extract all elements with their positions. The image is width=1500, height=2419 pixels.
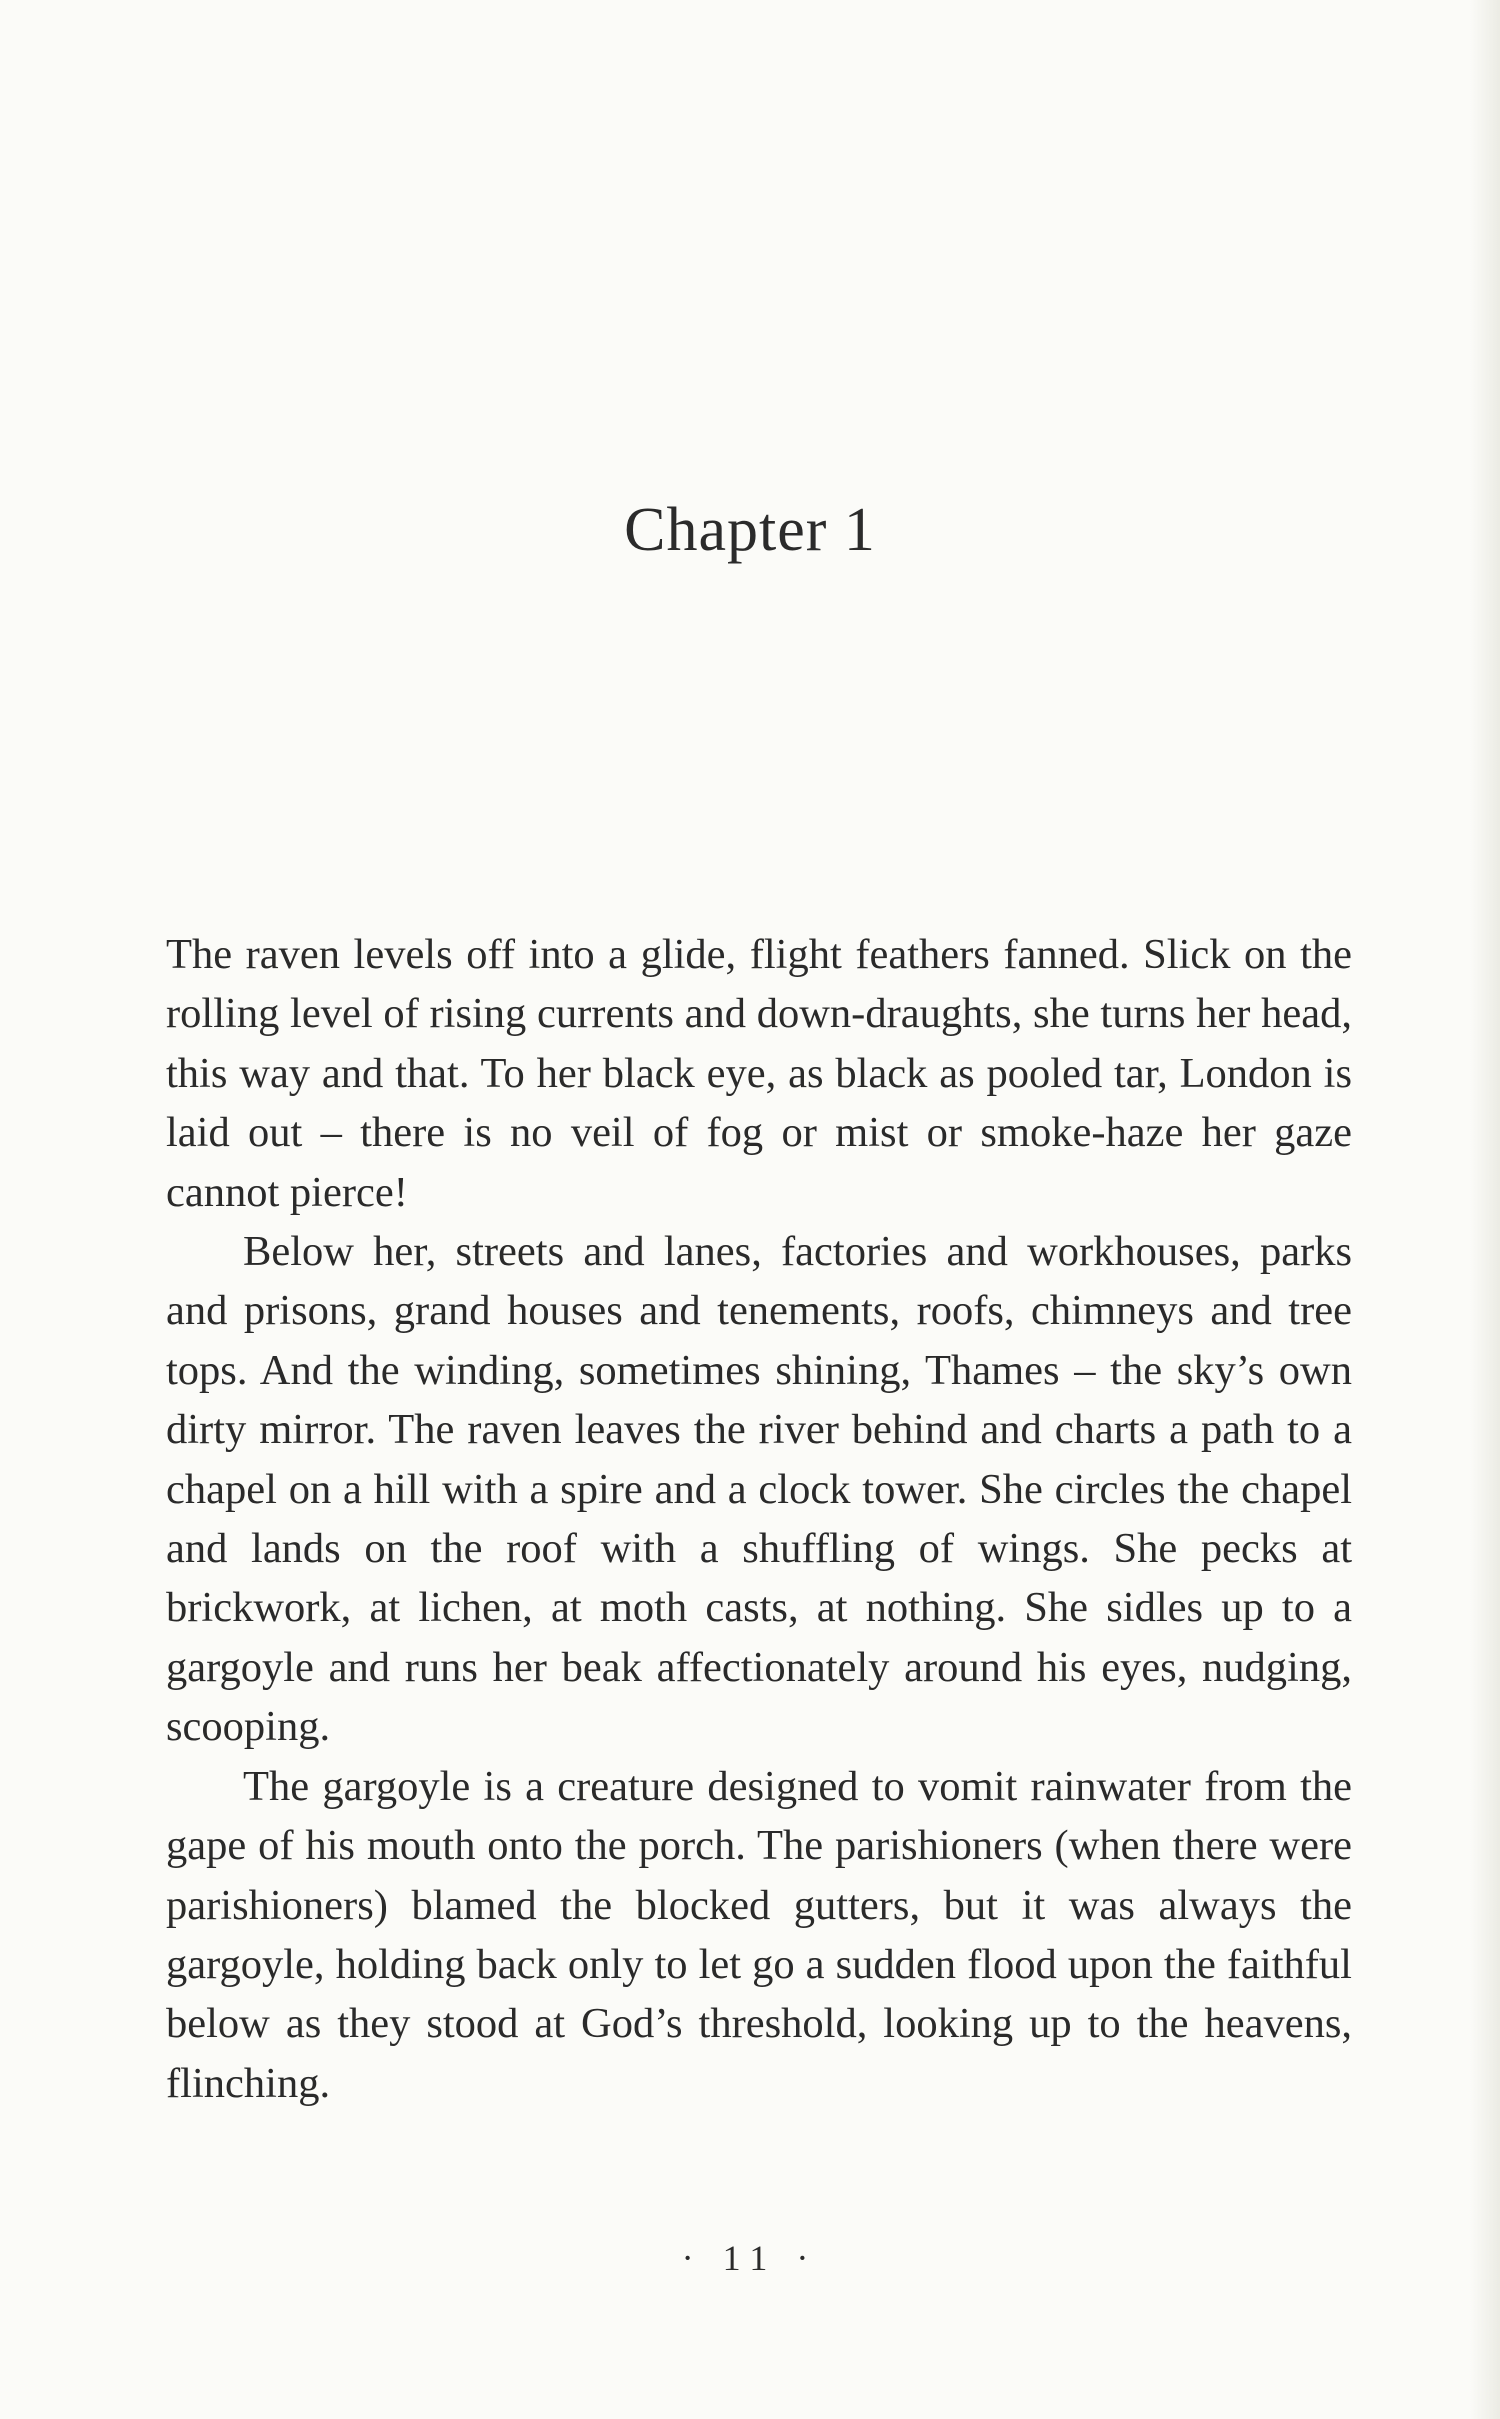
paragraph-1: The raven levels off into a glide, flight feathers fanned. Slick on the rolling level of rising currents and down-draughts, she turns her head, this way and that. To her black eye, as black as pooled tar, London is laid out – there is no veil of fog or mist or smoke-haze her gaze cannot pierce! xyxy=(166,931,1352,1216)
chapter-body xyxy=(166,925,1352,2113)
page-edge-shadow xyxy=(1470,0,1500,2419)
paragraph-2: Below her, streets and lanes, factories and workhouses, parks and prisons, grand houses and tenements, roofs, chimneys and tree tops. And the winding, sometimes shining, Thames – the sky’s own dirty mirror. The raven leaves the river behind and charts a path to a chapel on a hill with a spire and a clock tower. She circles the chapel and lands on the roof with a shuffling of wings. She pecks at brickwork, at lichen, at moth casts, at nothing. She sidles up to a gargoyle and runs her beak affectionately around his eyes, nudging, scooping. xyxy=(166,1228,1352,1751)
chapter-title: Chapter 1 xyxy=(624,496,876,564)
paragraph-3: The gargoyle is a creature designed to vomit rainwater from the gape of his mouth onto the porch. The parishioners (when there were parishioners) blamed the blocked gutters, but it was always the gargoyle, holding back only to let go a sudden flood upon the faithful below as they stood at God’s threshold, looking up to the heavens, flinching. xyxy=(166,1762,1352,2107)
page-number: · 11 · xyxy=(681,2238,819,2278)
